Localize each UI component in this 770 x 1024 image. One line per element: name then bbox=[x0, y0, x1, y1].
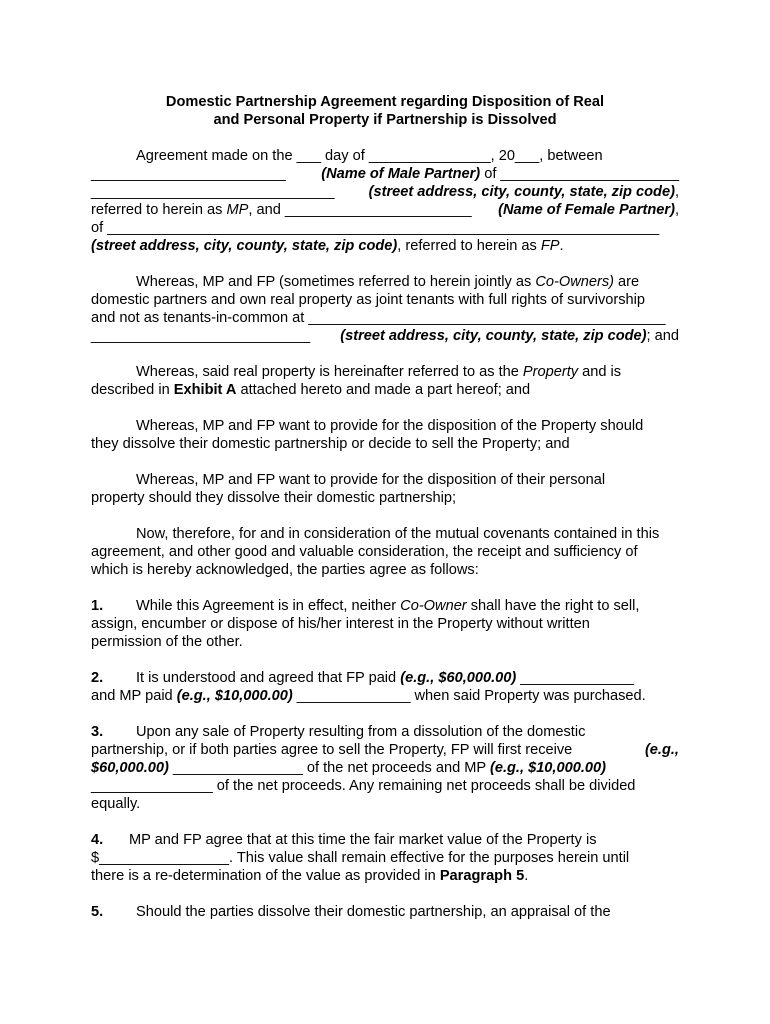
clause-text: shall have the right to sell, bbox=[466, 598, 640, 614]
clause-4 bbox=[91, 831, 679, 885]
intro-paragraph bbox=[91, 147, 679, 255]
blank-field: ________________________ bbox=[91, 166, 286, 182]
whereas-text: are bbox=[614, 274, 640, 290]
female-partner-name-label: (Name of Female Partner) bbox=[498, 202, 675, 218]
clause-text: It is understood and agreed that FP paid bbox=[136, 670, 401, 686]
mp-term: MP bbox=[226, 202, 249, 218]
clause-line bbox=[91, 741, 679, 759]
clause-number: 1. bbox=[91, 598, 104, 614]
clause-text: Should the parties dissolve their domestic partnership, an appraisal of the bbox=[136, 904, 611, 920]
clause-text: While this Agreement is in effect, neither bbox=[136, 598, 401, 614]
intro-line bbox=[91, 147, 679, 165]
whereas-line bbox=[91, 363, 679, 381]
blank-field: of ____________________________________________________________________ bbox=[91, 220, 660, 236]
clause-5 bbox=[91, 903, 679, 921]
title-line-2: and Personal Property if Partnership is Dissolved bbox=[213, 112, 557, 128]
clause-text: ________________ of the net proceeds and MP bbox=[168, 760, 490, 776]
whereas-text: described in bbox=[91, 382, 174, 398]
document-title bbox=[91, 93, 679, 129]
clause-number: 5. bbox=[91, 904, 104, 920]
whereas-line: Whereas, MP and FP want to provide for the disposition of their personal bbox=[136, 472, 606, 488]
intro-text: of ______________________ bbox=[480, 166, 679, 182]
clause-3 bbox=[91, 723, 679, 813]
clause-line: assign, encumber or dispose of his/her interest in the Property without written bbox=[91, 616, 590, 632]
intro-line bbox=[91, 219, 679, 237]
mp-amount-example: (e.g., $10,000.00) bbox=[489, 760, 606, 776]
now-therefore-paragraph bbox=[91, 525, 679, 579]
whereas-line: Whereas, MP and FP want to provide for the disposition of the Property should bbox=[136, 418, 644, 434]
intro-line bbox=[91, 201, 679, 219]
clause-line: _______________ of the net proceeds. Any remaining net proceeds shall be divided bbox=[91, 778, 636, 794]
intro-text: Agreement made on the ___ day of _______________, 20___, between bbox=[136, 148, 603, 164]
whereas-text: ; and bbox=[646, 328, 679, 344]
whereas-line bbox=[91, 273, 679, 291]
clause-line: permission of the other. bbox=[91, 634, 243, 650]
clause-2 bbox=[91, 669, 679, 705]
clause-line: $________________. This value shall remain effective for the purposes herein until bbox=[91, 850, 630, 866]
clause-text: ______________ when said Property was purchased. bbox=[292, 688, 646, 704]
mp-amount-example: (e.g., $10,000.00) bbox=[176, 688, 293, 704]
clause-text: Upon any sale of Property resulting from a dissolution of the domestic bbox=[136, 724, 586, 740]
co-owners-term: Co-Owners) bbox=[535, 274, 614, 290]
clause-line bbox=[91, 867, 679, 885]
document-body bbox=[91, 147, 679, 939]
whereas-line: they dissolve their domestic partnership or decide to sell the Property; and bbox=[91, 436, 570, 452]
clause-line bbox=[91, 669, 679, 687]
blank-field: ______________ bbox=[516, 670, 634, 686]
address-label: (street address, city, county, state, zip code) bbox=[91, 238, 398, 254]
whereas-text: Whereas, said real property is hereinafter referred to as the bbox=[136, 364, 523, 380]
clause-text: MP and FP agree that at this time the fair market value of the Property is bbox=[129, 832, 597, 848]
intro-line bbox=[91, 165, 679, 183]
whereas-text: and is bbox=[578, 364, 622, 380]
paragraph-5-reference: Paragraph 5 bbox=[439, 868, 525, 884]
clause-line: equally. bbox=[91, 796, 141, 812]
fp-amount-example: (e.g., bbox=[644, 742, 679, 758]
fp-amount-example: (e.g., $60,000.00) bbox=[400, 670, 517, 686]
clause-text: partnership, or if both parties agree to sell the Property, FP will first receive bbox=[91, 742, 577, 758]
whereas-line bbox=[91, 381, 679, 399]
clause-line bbox=[91, 597, 679, 615]
whereas-paragraph-2 bbox=[91, 363, 679, 399]
fp-amount-example: $60,000.00) bbox=[91, 760, 169, 776]
clause-text: . bbox=[524, 868, 529, 884]
male-partner-name-label: (Name of Male Partner) bbox=[321, 166, 481, 182]
whereas-paragraph-3 bbox=[91, 417, 679, 453]
clause-text: there is a re-determination of the value as provided in bbox=[91, 868, 440, 884]
intro-line bbox=[91, 183, 679, 201]
whereas-paragraph-1 bbox=[91, 273, 679, 345]
intro-text: , bbox=[674, 184, 679, 200]
whereas-text: attached hereto and made a part hereof; and bbox=[236, 382, 531, 398]
blank-field: ______________________________ bbox=[91, 184, 335, 200]
clause-1 bbox=[91, 597, 679, 651]
clause-number: 4. bbox=[91, 832, 104, 848]
intro-line bbox=[91, 237, 679, 255]
clause-line bbox=[91, 903, 679, 921]
now-line: which is hereby acknowledged, the parties agree as follows: bbox=[91, 562, 479, 578]
now-line: Now, therefore, for and in consideration of the mutual covenants contained in this bbox=[136, 526, 660, 542]
clause-text: and MP paid bbox=[91, 688, 177, 704]
clause-line bbox=[91, 831, 679, 849]
intro-text: , bbox=[674, 202, 679, 218]
whereas-text: Whereas, MP and FP (sometimes referred to herein jointly as bbox=[136, 274, 536, 290]
co-owner-term: Co-Owner bbox=[400, 598, 467, 614]
intro-text: , and _______________________ bbox=[248, 202, 476, 218]
whereas-line: property should they dissolve their domestic partnership; bbox=[91, 490, 457, 506]
address-label: (street address, city, county, state, zip code) bbox=[368, 184, 675, 200]
whereas-line bbox=[91, 327, 679, 345]
intro-text: . bbox=[559, 238, 564, 254]
property-term: Property bbox=[522, 364, 579, 380]
fp-term: FP bbox=[540, 238, 560, 254]
clause-line bbox=[91, 759, 679, 777]
clause-line bbox=[91, 723, 679, 741]
blank-field: ___________________________ bbox=[91, 328, 311, 344]
intro-text: , referred to herein as bbox=[397, 238, 541, 254]
whereas-paragraph-4 bbox=[91, 471, 679, 507]
clause-number: 3. bbox=[91, 724, 104, 740]
title-line-1: Domestic Partnership Agreement regarding Disposition of Real bbox=[165, 94, 605, 110]
clause-number: 2. bbox=[91, 670, 104, 686]
whereas-line: domestic partners and own real property as joint tenants with full rights of survivorship bbox=[91, 292, 646, 308]
exhibit-a-reference: Exhibit A bbox=[173, 382, 237, 398]
whereas-line: and not as tenants-in-common at ____________________________________________ bbox=[91, 310, 666, 326]
now-line: agreement, and other good and valuable consideration, the receipt and sufficiency of bbox=[91, 544, 638, 560]
intro-text: referred to herein as bbox=[91, 202, 227, 218]
address-label: (street address, city, county, state, zip code) bbox=[340, 328, 647, 344]
clause-line bbox=[91, 687, 679, 705]
